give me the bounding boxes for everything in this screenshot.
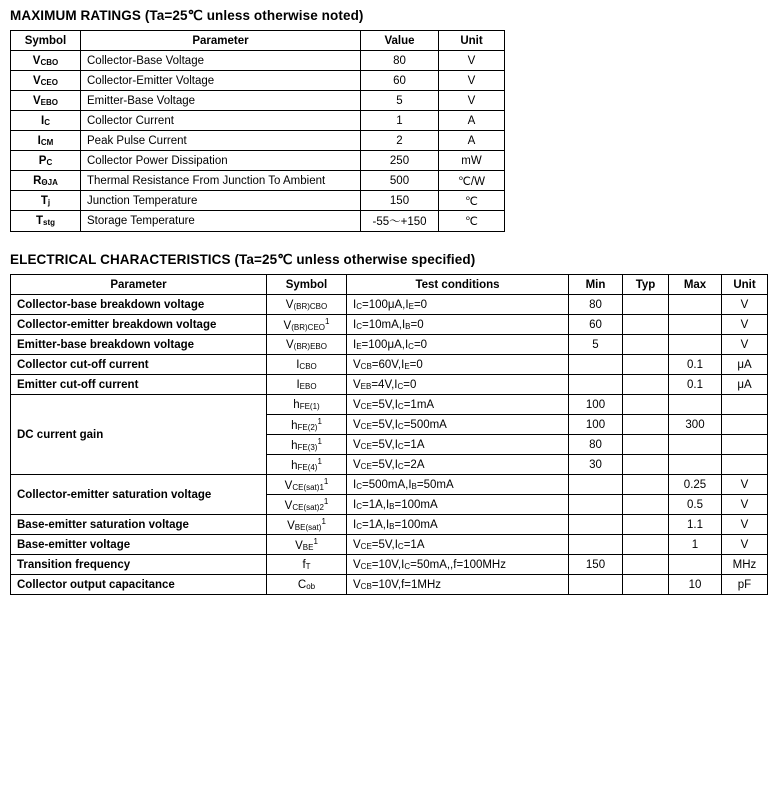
electrical-characteristics-title: ELECTRICAL CHARACTERISTICS (Ta=25℃ unless otherwise specified) <box>10 252 476 267</box>
cell-min <box>569 575 623 595</box>
cell-typ <box>623 395 669 415</box>
cell-symbol: ICM <box>11 131 81 151</box>
cell-unit <box>722 435 768 455</box>
cell-symbol: V(BR)CBO <box>267 295 347 315</box>
max-ratings-title: MAXIMUM RATINGS (Ta=25℃ unless otherwise noted) <box>10 8 364 23</box>
cell-symbol: V(BR)CEO$^1$ <box>267 315 347 335</box>
cell-value: 500 <box>361 171 439 191</box>
table-row <box>11 71 505 91</box>
cell-unit: V <box>439 71 505 91</box>
cell-test-conditions: VCE=10V,IC=50mA,,f=100MHz <box>347 555 569 575</box>
cell-min <box>569 475 623 495</box>
cell-symbol: Tj <box>11 191 81 211</box>
cell-unit: V <box>722 495 768 515</box>
cell-typ <box>623 355 669 375</box>
cell-value: -55～+150 <box>361 211 439 232</box>
cell-unit: ℃ <box>439 211 505 232</box>
column-header-parameter: Parameter <box>81 31 361 51</box>
cell-symbol: RΘJA <box>11 171 81 191</box>
cell-typ <box>623 575 669 595</box>
cell-typ <box>623 535 669 555</box>
cell-min <box>569 355 623 375</box>
cell-max: 0.25 <box>669 475 722 495</box>
column-header-test-conditions: Test conditions <box>347 275 569 295</box>
cell-parameter: Junction Temperature <box>81 191 361 211</box>
cell-test-conditions: IC=10mA,IB=0 <box>347 315 569 335</box>
cell-unit: mW <box>439 151 505 171</box>
cell-parameter: Collector-emitter breakdown voltage <box>11 315 267 335</box>
cell-symbol: IEBO <box>267 375 347 395</box>
cell-test-conditions: VCE=5V,IC=1A <box>347 435 569 455</box>
table-row <box>11 211 505 232</box>
cell-typ <box>623 435 669 455</box>
cell-min <box>569 495 623 515</box>
table-row <box>11 375 768 395</box>
cell-parameter: Storage Temperature <box>81 211 361 232</box>
cell-test-conditions: IC=500mA,IB=50mA <box>347 475 569 495</box>
cell-symbol: Tstg <box>11 211 81 232</box>
cell-parameter: Emitter-base breakdown voltage <box>11 335 267 355</box>
cell-unit: ℃ <box>439 191 505 211</box>
electrical-characteristics-body <box>11 295 768 595</box>
cell-max <box>669 295 722 315</box>
column-header-max: Max <box>669 275 722 295</box>
cell-min: 5 <box>569 335 623 355</box>
cell-min: 150 <box>569 555 623 575</box>
cell-value: 150 <box>361 191 439 211</box>
cell-typ <box>623 455 669 475</box>
table-row <box>11 575 768 595</box>
cell-unit: V <box>439 91 505 111</box>
cell-unit: ℃/W <box>439 171 505 191</box>
cell-symbol: ICBO <box>267 355 347 375</box>
cell-value: 1 <box>361 111 439 131</box>
cell-test-conditions: IC=1A,IB=100mA <box>347 495 569 515</box>
cell-test-conditions: VEB=4V,IC=0 <box>347 375 569 395</box>
table-row <box>11 91 505 111</box>
column-header-symbol: Symbol <box>11 31 81 51</box>
table-row <box>11 395 768 415</box>
cell-symbol: VEBO <box>11 91 81 111</box>
cell-test-conditions: VCB=10V,f=1MHz <box>347 575 569 595</box>
cell-min <box>569 375 623 395</box>
cell-unit: μA <box>722 355 768 375</box>
cell-parameter: Thermal Resistance From Junction To Ambient <box>81 171 361 191</box>
maximum-ratings-table <box>10 30 505 232</box>
cell-unit: V <box>722 515 768 535</box>
cell-test-conditions: VCE=5V,IC=1mA <box>347 395 569 415</box>
cell-parameter: Collector-emitter saturation voltage <box>11 475 267 515</box>
cell-test-conditions: VCE=5V,IC=1A <box>347 535 569 555</box>
cell-symbol: VBE(sat)$^1$ <box>267 515 347 535</box>
table-row <box>11 555 768 575</box>
cell-parameter: Base-emitter voltage <box>11 535 267 555</box>
cell-symbol: Cob <box>267 575 347 595</box>
cell-unit: V <box>722 335 768 355</box>
cell-parameter: Base-emitter saturation voltage <box>11 515 267 535</box>
cell-unit: V <box>722 475 768 495</box>
cell-typ <box>623 315 669 335</box>
table-row <box>11 535 768 555</box>
cell-unit <box>722 455 768 475</box>
cell-unit: V <box>722 295 768 315</box>
table-row <box>11 51 505 71</box>
table-row <box>11 355 768 375</box>
cell-test-conditions: VCE=5V,IC=2A <box>347 455 569 475</box>
cell-symbol: VCEO <box>11 71 81 91</box>
column-header-value: Value <box>361 31 439 51</box>
cell-value: 80 <box>361 51 439 71</box>
cell-test-conditions: IC=1A,IB=100mA <box>347 515 569 535</box>
cell-max <box>669 555 722 575</box>
cell-parameter: Collector Current <box>81 111 361 131</box>
cell-symbol: $VCE(sat)2^1$ <box>267 495 347 515</box>
table-row <box>11 131 505 151</box>
table-row <box>11 335 768 355</box>
column-header-min: Min <box>569 275 623 295</box>
cell-parameter: Collector cut-off current <box>11 355 267 375</box>
cell-parameter: Collector Power Dissipation <box>81 151 361 171</box>
table-header-row <box>11 275 768 295</box>
cell-max <box>669 395 722 415</box>
cell-test-conditions: IE=100μA,IC=0 <box>347 335 569 355</box>
cell-test-conditions: IC=100μA,IE=0 <box>347 295 569 315</box>
cell-unit: MHz <box>722 555 768 575</box>
cell-unit: V <box>439 51 505 71</box>
cell-unit: V <box>722 535 768 555</box>
cell-max: 10 <box>669 575 722 595</box>
cell-unit: μA <box>722 375 768 395</box>
cell-typ <box>623 515 669 535</box>
cell-typ <box>623 415 669 435</box>
cell-parameter: Collector output capacitance <box>11 575 267 595</box>
table-row <box>11 151 505 171</box>
table-row <box>11 515 768 535</box>
table-row <box>11 111 505 131</box>
cell-unit: pF <box>722 575 768 595</box>
cell-unit: A <box>439 111 505 131</box>
column-header-typ: Typ <box>623 275 669 295</box>
cell-unit: V <box>722 315 768 335</box>
cell-max: 0.5 <box>669 495 722 515</box>
cell-symbol: fT <box>267 555 347 575</box>
cell-max: 0.1 <box>669 375 722 395</box>
cell-max <box>669 435 722 455</box>
cell-max: 300 <box>669 415 722 435</box>
column-header-symbol: Symbol <box>267 275 347 295</box>
table-header-row <box>11 31 505 51</box>
cell-symbol: $hFE(2)^1$ <box>267 415 347 435</box>
cell-test-conditions: VCB=60V,IE=0 <box>347 355 569 375</box>
cell-value: 250 <box>361 151 439 171</box>
cell-symbol: IC <box>11 111 81 131</box>
cell-unit <box>722 415 768 435</box>
cell-value: 60 <box>361 71 439 91</box>
cell-value: 2 <box>361 131 439 151</box>
cell-typ <box>623 495 669 515</box>
cell-min: 80 <box>569 295 623 315</box>
maximum-ratings-body <box>11 51 505 232</box>
cell-test-conditions: VCE=5V,IC=500mA <box>347 415 569 435</box>
cell-min: 30 <box>569 455 623 475</box>
cell-unit: A <box>439 131 505 151</box>
cell-max <box>669 335 722 355</box>
cell-parameter: Collector-base breakdown voltage <box>11 295 267 315</box>
cell-unit <box>722 395 768 415</box>
cell-parameter: Emitter cut-off current <box>11 375 267 395</box>
cell-max <box>669 315 722 335</box>
cell-symbol: $hFE(3)^1$ <box>267 435 347 455</box>
cell-symbol: hFE(1) <box>267 395 347 415</box>
cell-symbol: VCBO <box>11 51 81 71</box>
cell-min <box>569 535 623 555</box>
column-header-unit: Unit <box>722 275 768 295</box>
cell-typ <box>623 335 669 355</box>
cell-symbol: PC <box>11 151 81 171</box>
cell-symbol: $VCE(sat)1^1$ <box>267 475 347 495</box>
cell-typ <box>623 295 669 315</box>
cell-parameter: DC current gain <box>11 395 267 475</box>
cell-typ <box>623 475 669 495</box>
cell-min <box>569 515 623 535</box>
table-row <box>11 191 505 211</box>
cell-max: 0.1 <box>669 355 722 375</box>
table-row <box>11 171 505 191</box>
table-row <box>11 295 768 315</box>
cell-typ <box>623 375 669 395</box>
cell-value: 5 <box>361 91 439 111</box>
cell-min: 80 <box>569 435 623 455</box>
cell-symbol: VBE$^1$ <box>267 535 347 555</box>
electrical-characteristics-table <box>10 274 768 595</box>
cell-symbol: V(BR)EBO <box>267 335 347 355</box>
cell-parameter: Peak Pulse Current <box>81 131 361 151</box>
cell-parameter: Emitter-Base Voltage <box>81 91 361 111</box>
cell-typ <box>623 555 669 575</box>
column-header-unit: Unit <box>439 31 505 51</box>
cell-parameter: Collector-Base Voltage <box>81 51 361 71</box>
cell-min: 60 <box>569 315 623 335</box>
cell-min: 100 <box>569 395 623 415</box>
table-row <box>11 475 768 495</box>
cell-parameter: Collector-Emitter Voltage <box>81 71 361 91</box>
column-header-parameter: Parameter <box>11 275 267 295</box>
cell-symbol: $hFE(4)^1$ <box>267 455 347 475</box>
cell-parameter: Transition frequency <box>11 555 267 575</box>
cell-max: 1.1 <box>669 515 722 535</box>
table-row <box>11 315 768 335</box>
cell-max <box>669 455 722 475</box>
cell-max: 1 <box>669 535 722 555</box>
cell-min: 100 <box>569 415 623 435</box>
